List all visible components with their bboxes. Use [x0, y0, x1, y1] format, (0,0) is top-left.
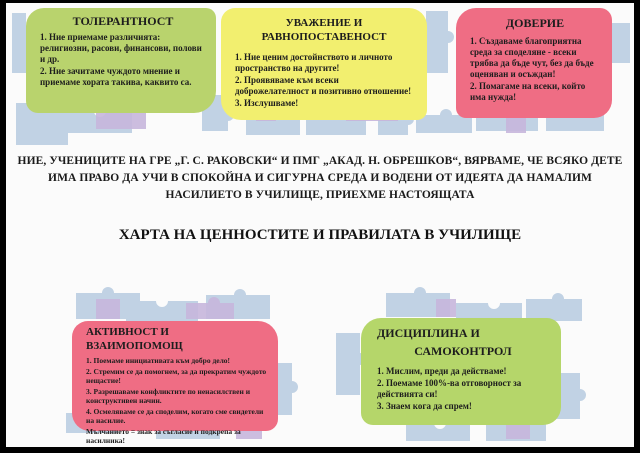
list-item: 1. Мислим, преди да действаме! [377, 366, 507, 376]
discipline-title-line1: ДИСЦИПЛИНА И [377, 326, 480, 340]
tolerance-title: ТОЛЕРАНТНОСТ [72, 14, 174, 28]
activity-list [86, 356, 268, 446]
list-item: 2. Ние зачитаме чуждото мнение и приемаме хората такива, каквито са. [40, 66, 192, 87]
list-item: 1. Създаваме благоприятна среда за споделяне - всеки трябва да бъде чут, без да бъде оценяван и осъждан! [470, 36, 594, 79]
discipline-list [377, 366, 549, 412]
list-item: 2. Помагаме на всеки, който има нужда! [470, 81, 586, 102]
list-item: 3. Разрешаваме конфликтите по ненасилствен и конструктивен начин. [86, 386, 251, 405]
list-item: 3. Изслушваме! [235, 98, 299, 108]
respect-list [235, 52, 413, 109]
list-item: 1. Ние приемаме различията: религиозни, расови, финансови, полови и др. [40, 32, 202, 64]
discipline-title-line2: САМОКОНТРОЛ [414, 344, 512, 358]
list-item: 2. Поемаме 100%-ва отговорност за действията си! [377, 378, 522, 399]
activity-title: АКТИВНОСТ И ВЗАИМОПОМОЩ [86, 326, 183, 352]
list-item: 1. Ние ценим достойнството и личното пространство на другите! [235, 52, 393, 73]
list-item: 3. Знаем кога да спрем! [377, 401, 472, 411]
charter-title: ХАРТА НА ЦЕННОСТИТЕ И ПРАВИЛАТА В УЧИЛИЩЕ [118, 227, 522, 243]
discipline-panel [361, 318, 561, 425]
list-item: 4. Осмеляваме се да споделим, когато сме свидетели на насилие. [86, 406, 264, 425]
tolerance-panel [26, 8, 216, 113]
list-item: 2. Проявяваме към всеки доброжелателност и позитивно отношение! [235, 75, 412, 96]
activity-panel [72, 321, 278, 445]
trust-panel [456, 8, 612, 118]
tolerance-list [40, 32, 206, 88]
trust-title: ДОВЕРИЕ [505, 16, 565, 30]
trust-list [470, 36, 600, 103]
list-item: 1. Поемаме инициативата към добро дело! [86, 356, 231, 365]
respect-panel [221, 8, 427, 120]
list-item: Мълчанието = знак за съгласие и подкрепа за насилника! [86, 426, 241, 445]
list-item: 2. Стремим се да помогнем, за да прекратим чуждото нещастие! [86, 366, 267, 385]
charter-poster [6, 3, 634, 447]
declaration-text: НИЕ, УЧЕНИЦИТЕ НА ГРЕ „Г. С. РАКОВСКИ“ И ПМГ „АКАД. Н. ОБРЕШКОВ“, ВЯРВАМЕ, ЧЕ ВСЯКО ДЕТЕ ИМА ПРАВО ДА УЧИ В СПОКОЙНА И СИГУРНА СРЕДА И ВОДЕНИ ОТ ИДЕЯТА ДА НАМАЛИМ НАСИЛИЕТО В УЧИЛИЩЕ, ПРИЕХМЕ НАСТОЯЩАТА [17, 155, 623, 201]
respect-title: УВАЖЕНИЕ И РАВНОПОСТАВЕНОСТ [261, 17, 387, 43]
